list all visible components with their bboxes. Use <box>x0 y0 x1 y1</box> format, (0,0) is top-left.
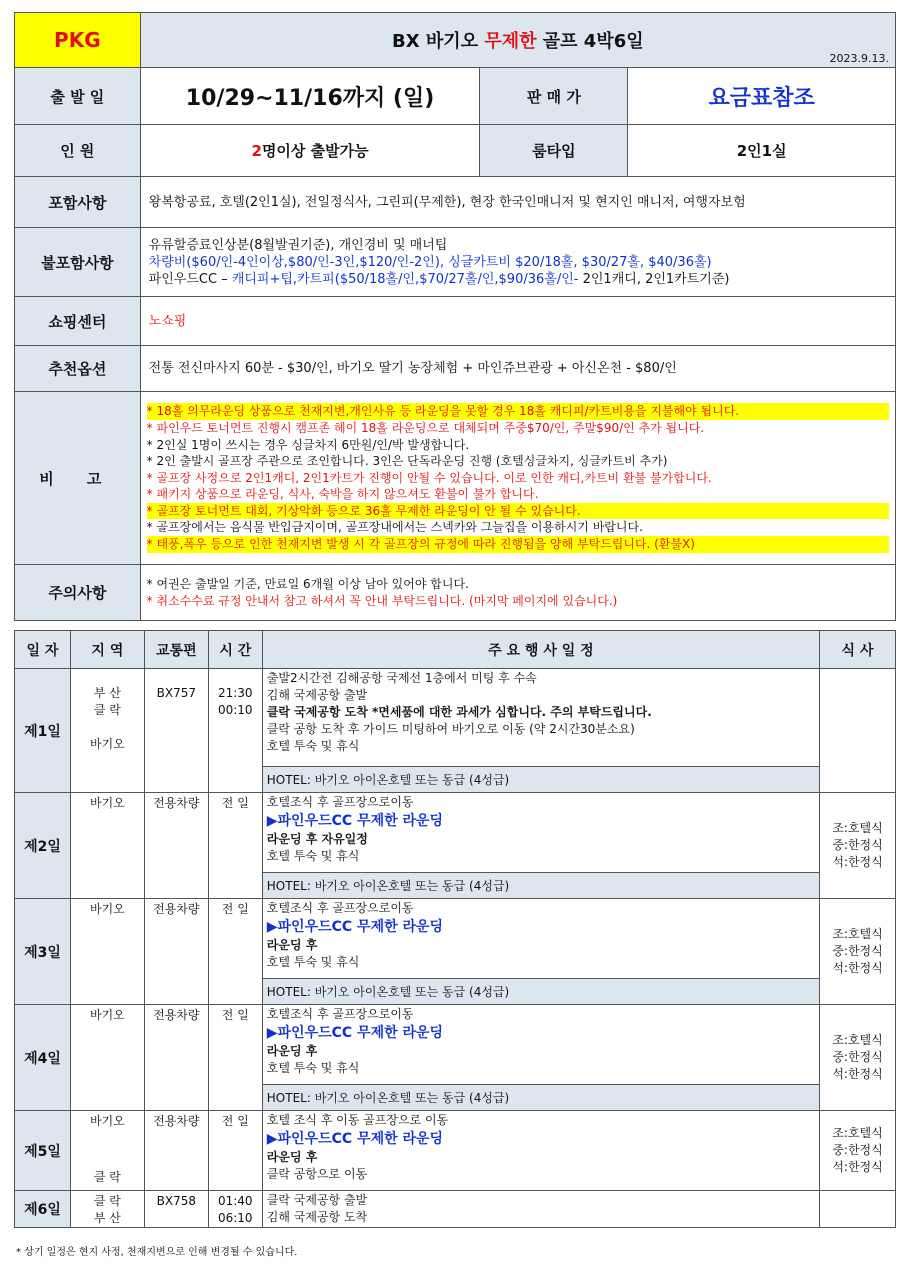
itinerary-footnote: * 상기 일정은 현지 사정, 천재지변으로 인해 변경될 수 있습니다. <box>16 1247 298 1258</box>
col-header-time: 시 간 <box>208 631 262 669</box>
day6-row <box>15 1191 896 1228</box>
day4-meals <box>820 1005 896 1111</box>
schedule-line: 김해 국제공항 출발 <box>266 688 368 702</box>
col-header-transport: 교통편 <box>144 631 208 669</box>
schedule-line: 호텔 조식 후 이동 골프장으로 이동 <box>266 1113 449 1127</box>
col-header-day: 일 자 <box>15 631 71 669</box>
excluded-line-1: 유류할증료인상분(8월발권기준), 개인경비 및 매너팁 <box>148 237 448 253</box>
day2-region: 바기오 <box>70 793 144 899</box>
meal-line: 중:한정식 <box>832 1050 883 1064</box>
day1-region <box>70 669 144 793</box>
day1-transport: BX757 <box>144 669 208 793</box>
day5-time: 전 일 <box>208 1111 262 1191</box>
day2-time: 전 일 <box>208 793 262 899</box>
day5-transport: 전용차량 <box>144 1111 208 1191</box>
day3-transport: 전용차량 <box>144 899 208 1005</box>
issue-date: 2023.9.13. <box>829 52 889 65</box>
day4-hotel: HOTEL: 바기오 아이온호텔 또는 동급 (4성급) <box>262 1085 819 1111</box>
region-line: 클 락 <box>93 1170 121 1184</box>
schedule-line: 호텔조식 후 골프장으로이동 <box>266 1007 414 1021</box>
schedule-line: 출발2시간전 김해공항 국제선 1층에서 미팅 후 수속 <box>266 671 537 685</box>
itinerary-header-row <box>15 631 896 669</box>
day5-row <box>15 1111 896 1191</box>
shopping-value: 노쇼핑 <box>140 297 895 346</box>
remark-item: * 18홀 의무라운딩 상품으로 천재지변,개인사유 등 라운딩을 못할 경우 18홀 캐디피/카트비용을 지불해야 됩니다. <box>147 403 889 420</box>
excluded-line-3 <box>149 271 887 288</box>
schedule-line: 라운딩 후 <box>266 1044 318 1058</box>
excluded-label: 불포함사항 <box>15 228 141 297</box>
excluded-line-2: 차량비($60/인-4인이상,$80/인-3인,$120/인-2인), 싱글카트비 $20/18홀, $30/27홀, $40/36홀) <box>148 254 712 270</box>
remark-item: * 파인우드 토너먼트 진행시 캠프존 헤이 18홀 라운딩으로 대체되며 주중$70/인, 주말$90/인 추가 됩니다. <box>146 420 705 435</box>
included-label: 포함사항 <box>15 177 141 228</box>
shopping-label: 쇼핑센터 <box>15 297 141 346</box>
schedule-line: 호텔 투숙 및 휴식 <box>266 1061 360 1075</box>
people-value-text: 명이상 출발가능 <box>261 142 369 160</box>
day5-schedule <box>262 1111 819 1191</box>
day2-label: 제2일 <box>15 793 71 899</box>
time-line: 01:40 <box>217 1194 253 1208</box>
title-prefix: BX 바기오 <box>392 31 485 52</box>
schedule-line: 호텔 투숙 및 휴식 <box>266 849 360 863</box>
region-line: 부 산 <box>93 1211 121 1225</box>
caution-item: * 여권은 출발일 기준, 만료일 6개월 이상 남아 있어야 합니다. <box>146 576 469 591</box>
schedule-round: ▶파인우드CC 무제한 라운딩 <box>266 1025 444 1041</box>
day4-time: 전 일 <box>208 1005 262 1111</box>
day1-hotel: HOTEL: 바기오 아이온호텔 또는 동급 (4성급) <box>262 767 819 793</box>
excluded-line-3-b: 캐디피+팁,카트피($50/18홀/인,$70/27홀/인,$90/36홀/인- <box>231 271 579 287</box>
day6-transport: BX758 <box>144 1191 208 1228</box>
day3-region: 바기오 <box>70 899 144 1005</box>
people-value <box>140 125 480 177</box>
region-line: 부 산 <box>93 686 121 700</box>
departure-label: 출 발 일 <box>15 68 141 125</box>
day2-meals <box>820 793 896 899</box>
price-label: 판 매 가 <box>480 68 628 125</box>
col-header-meals: 식 사 <box>820 631 896 669</box>
day2-schedule <box>262 793 819 873</box>
day1-times <box>208 669 262 793</box>
day6-times <box>208 1191 262 1228</box>
caution-item: * 취소수수료 규정 안내서 참고 하셔서 꼭 안내 부탁드립니다. (마지막 페이지에 있습니다.) <box>146 593 618 608</box>
col-header-region: 지 역 <box>70 631 144 669</box>
region-line: 클 락 <box>93 1194 121 1208</box>
itinerary-table <box>14 630 896 1228</box>
meal-line: 조:호텔식 <box>832 927 883 941</box>
included-value: 왕복항공료, 호텔(2인1실), 전일정식사, 그린피(무제한), 현장 한국인매니저 및 현지인 매니저, 여행자보험 <box>140 177 895 228</box>
day2-transport: 전용차량 <box>144 793 208 899</box>
day5-region <box>70 1111 144 1191</box>
day4-transport: 전용차량 <box>144 1005 208 1111</box>
day3-label: 제3일 <box>15 899 71 1005</box>
day6-region <box>70 1191 144 1228</box>
remarks-list <box>140 392 895 565</box>
schedule-line: 라운딩 후 <box>266 938 318 952</box>
remark-item: * 태풍,폭우 등으로 인한 천재지변 발생 시 각 골프장의 규정에 따라 진행됨을 양해 부탁드립니다. (환불X) <box>147 536 889 553</box>
schedule-line: 호텔조식 후 골프장으로이동 <box>266 901 414 915</box>
day4-label: 제4일 <box>15 1005 71 1111</box>
day4-row <box>15 1005 896 1085</box>
schedule-round: ▶파인우드CC 무제한 라운딩 <box>266 813 444 829</box>
package-title <box>140 13 895 68</box>
roomtype-value: 2인1실 <box>628 125 896 177</box>
time-line: 21:30 <box>217 686 253 700</box>
schedule-line: 클락 국제공항 도착 *면세품에 대한 과세가 심합니다. 주의 부탁드립니다. <box>266 705 652 719</box>
price-value: 요금표참조 <box>628 68 896 125</box>
day1-row <box>15 669 896 767</box>
roomtype-label: 룸타입 <box>480 125 628 177</box>
day6-label: 제6일 <box>15 1191 71 1228</box>
day4-region: 바기오 <box>70 1005 144 1111</box>
day1-label: 제1일 <box>15 669 71 793</box>
remark-item: * 골프장에서는 음식물 반입금지이며, 골프장내에서는 스넥카와 그늘집을 이용하시기 바랍니다. <box>146 520 643 535</box>
excluded-line-3-a: 파인우드CC – <box>148 271 232 287</box>
time-line: 00:10 <box>217 703 253 717</box>
meal-line: 조:호텔식 <box>832 1126 883 1140</box>
day5-meals <box>820 1111 896 1191</box>
day5-label: 제5일 <box>15 1111 71 1191</box>
meal-line: 석:한정식 <box>832 855 883 869</box>
meal-line: 중:한정식 <box>832 944 883 958</box>
schedule-line: 호텔 투숙 및 휴식 <box>266 739 360 753</box>
remarks-label-text: 비 고 <box>39 469 116 488</box>
remark-item: * 2인실 1명이 쓰시는 경우 싱글차지 6만원/인/박 발생합니다. <box>146 437 470 452</box>
schedule-line: 클락 공항으로 이동 <box>266 1167 368 1181</box>
meal-line: 조:호텔식 <box>832 821 883 835</box>
title-highlight: 무제한 <box>484 31 537 52</box>
meal-line: 석:한정식 <box>832 961 883 975</box>
region-line <box>71 719 144 736</box>
remark-item: * 골프장 사정으로 2인1캐디, 2인1카트가 진행이 안될 수 있습니다. 이로 인한 캐디,카트비 환불 불가합니다. <box>146 470 712 485</box>
excluded-line-3-c: 2인1캐디, 2인1카트기준) <box>578 271 730 287</box>
schedule-round: ▶파인우드CC 무제한 라운딩 <box>266 919 444 935</box>
option-label: 추천옵션 <box>15 346 141 392</box>
meal-line: 중:한정식 <box>832 838 883 852</box>
schedule-line: 김해 국제공항 도착 <box>266 1210 368 1224</box>
day6-schedule <box>262 1191 819 1228</box>
day1-meals <box>820 669 896 793</box>
day3-meals <box>820 899 896 1005</box>
day3-hotel: HOTEL: 바기오 아이온호텔 또는 동급 (4성급) <box>262 979 819 1005</box>
day2-row <box>15 793 896 873</box>
remark-item: * 2인 출발시 골프장 주관으로 조인합니다. 3인은 단독라운딩 진행 (호텔싱글차지, 싱글카트비 추가) <box>146 454 668 469</box>
meal-line: 석:한정식 <box>832 1160 883 1174</box>
option-value: 전통 전신마사지 60분 - $30/인, 바기오 딸기 농장체험 + 마인쥬브관광 + 아신온천 - $80/인 <box>140 346 895 392</box>
excluded-value <box>140 228 895 297</box>
title-suffix: 골프 4박6일 <box>536 31 644 52</box>
region-line: 바기오 <box>90 737 125 751</box>
schedule-line: 호텔 투숙 및 휴식 <box>266 955 360 969</box>
day6-meals <box>820 1191 896 1228</box>
meal-line: 조:호텔식 <box>832 1033 883 1047</box>
day4-schedule <box>262 1005 819 1085</box>
time-line: 06:10 <box>217 1211 253 1225</box>
people-min-number: 2 <box>251 142 262 160</box>
day3-row <box>15 899 896 979</box>
meal-line: 석:한정식 <box>832 1067 883 1081</box>
schedule-line: 라운딩 후 <box>266 1150 318 1164</box>
region-line: 클 락 <box>93 703 121 717</box>
package-summary-table <box>14 12 896 621</box>
schedule-line: 클락 공항 도착 후 가이드 미팅하여 바기오로 이동 (약 2시간30분소요) <box>266 722 635 736</box>
pkg-badge: PKG <box>15 13 141 68</box>
meal-line: 중:한정식 <box>832 1143 883 1157</box>
day1-schedule <box>262 669 819 767</box>
region-line: 바기오 <box>90 1114 125 1128</box>
schedule-line: 호텔조식 후 골프장으로이동 <box>266 795 414 809</box>
people-label: 인 원 <box>15 125 141 177</box>
departure-value: 10/29~11/16까지 (일) <box>140 68 480 125</box>
remark-item: * 패키지 상품으로 라운딩, 식사, 숙박을 하지 않으셔도 환불이 불가 합니다. <box>146 487 539 502</box>
caution-list <box>140 565 895 621</box>
schedule-line: 라운딩 후 자유일정 <box>266 832 368 846</box>
day3-time: 전 일 <box>208 899 262 1005</box>
schedule-round: ▶파인우드CC 무제한 라운딩 <box>266 1131 444 1147</box>
remark-item: * 골프장 토너먼트 대회, 기상악화 등으로 36홀 무제한 라운딩이 안 될 수 있습니다. <box>147 503 889 520</box>
schedule-line: 클락 국제공항 출발 <box>266 1193 368 1207</box>
day3-schedule <box>262 899 819 979</box>
col-header-schedule: 주 요 행 사 일 정 <box>262 631 819 669</box>
caution-label: 주의사항 <box>15 565 141 621</box>
day2-hotel: HOTEL: 바기오 아이온호텔 또는 동급 (4성급) <box>262 873 819 899</box>
remarks-label <box>15 392 141 565</box>
